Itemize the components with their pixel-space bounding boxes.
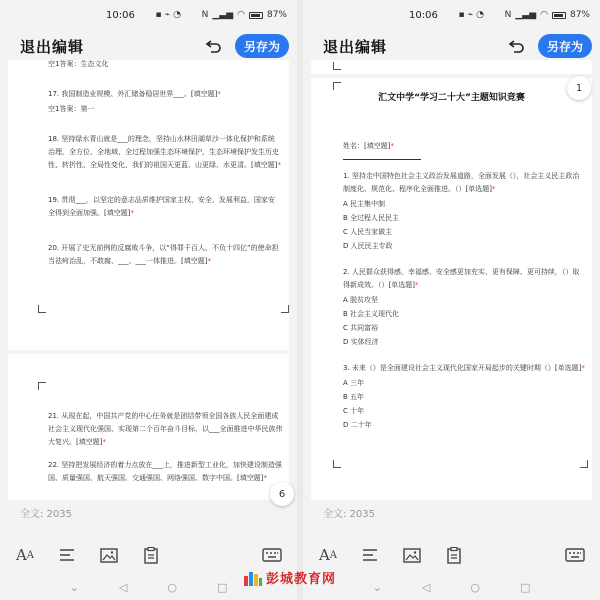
question-18-text: 18. 坚持绿水青山就是___的理念，坚持山水林田湖草沙一体化保护和系统治理，全方位、全地域、全过程加强生态环境保护，生态环境保护发生历史性、转折性、全局性变化，我们的祖国天更蓝、山更绿、水更清。[填空题] [48,135,279,169]
required-mark: * [102,438,106,446]
page-corner-mark [281,305,289,313]
name-underline [343,159,421,160]
font-size-icon[interactable]: A A [15,546,35,564]
required-mark: * [217,90,221,98]
status-system-icons [505,10,590,20]
question-17-text: 17. 我国制造业规模、外汇储备稳居世界___。[填空题] [48,90,218,98]
document-content [343,140,586,431]
nfc-icon: N [504,10,512,20]
page-corner-mark [333,460,341,468]
question-22-text: 22. 坚持把发展经济的着力点放在___上，推进新型工业化，加快建设制造强国、质量强国、航天强国、交通强国、网络强国、数字中国。[填空题] [48,461,282,482]
word-count: 全文: 2035 [323,509,375,520]
question-2-text: 2. 人民群众获得感、幸福感、安全感更加充实、更有保障、更可持续，（）取得新成效。（）[单选题] [343,268,580,289]
question-1-option: A 民主集中制 [343,200,386,208]
required-mark: * [277,161,281,169]
required-mark: * [207,257,211,265]
page-corner-mark [580,460,588,468]
notification-icon: ▪ [458,10,465,20]
status-bar [0,0,297,30]
paragraph-align-icon[interactable] [359,544,381,566]
undo-icon[interactable] [203,35,225,57]
insert-image-icon[interactable] [98,544,120,566]
question-2-option: C 共同富裕 [343,324,379,332]
status-time: 10:06 [409,9,438,21]
page-corner-mark [38,305,46,313]
battery-percent: 87% [266,10,287,20]
back-icon[interactable]: ◁ [421,580,431,594]
document-page[interactable] [311,60,592,500]
home-icon[interactable]: ○ [470,580,480,594]
paragraph-align-icon[interactable] [56,544,78,566]
question-1-text: 1. 坚持走中国特色社会主义政治发展道路，全面发展（），社会主义民主政治制度化、规范化、程序化全面推进。（）[单选题] [343,172,580,193]
question-3-option: B 五年 [343,393,365,401]
required-mark: * [130,209,134,217]
exit-edit-button[interactable]: 退出编辑 [323,37,388,56]
clipboard-icon[interactable] [140,544,162,566]
alarm-icon: ◔ [173,10,181,20]
status-app-icons [459,10,484,20]
wifi-icon: ◠ [237,10,245,20]
status-system-icons [202,10,287,20]
site-watermark [244,568,336,587]
wifi-call-icon: ⌁ [467,10,474,20]
question-19 [48,194,281,220]
signal-icon: ▁▃▅ [515,10,537,20]
save-as-button[interactable]: 另存为 [235,34,289,58]
question-17-answer: 空1答案：第一 [48,105,95,113]
phone-screen-left [0,0,297,600]
question-19-text: 19. 贯彻___，以坚定的意志品质维护国家主权、安全、发展利益，国家安全得到全面加强。[填空题] [48,196,275,217]
home-icon[interactable]: ○ [167,580,177,594]
alarm-icon: ◔ [476,10,484,20]
question-18 [48,133,281,172]
required-mark: * [491,185,496,193]
question-2-option: A 脱贫攻坚 [343,296,379,304]
keyboard-icon[interactable] [564,544,586,566]
word-count: 全文: 2035 [20,509,72,520]
battery-percent: 87% [569,10,590,20]
watermark-text: 彭城教育网 [266,572,337,587]
recents-icon[interactable]: □ [519,580,531,594]
question-3-text: 3. 未来（）是全面建设社会主义现代化国家开局起步的关键时期（）[单选题] [343,364,582,372]
question-22 [48,459,285,485]
system-navigation-bar [303,576,600,598]
question-3-option: A 三年 [343,379,365,387]
battery-icon [552,12,566,19]
insert-image-icon[interactable] [401,544,423,566]
required-mark: * [263,474,267,482]
question-21 [48,410,285,449]
watermark-logo-icon [244,570,262,586]
question-2 [343,266,586,292]
page-number-badge[interactable]: 1 [567,76,591,100]
question-3-option: C 十年 [343,407,365,415]
question-20 [48,242,281,268]
required-mark: * [581,364,585,372]
font-size-icon[interactable]: A A [318,546,338,564]
recents-icon[interactable]: □ [216,580,228,594]
hide-keyboard-icon[interactable]: ⌄ [372,580,382,594]
editor-toolbar [303,30,600,62]
question-20-text: 20. 开展了史无前例的反腐败斗争，以“得罪千百人、不负十四亿”的使命担当祛疴治乱，不敢腐、___、___一体推进。[填空题] [48,244,279,265]
back-icon[interactable]: ◁ [118,580,128,594]
prev-answer: 空1答案：生态文化 [48,60,109,68]
document-title: 汇文中学“学习二十大”主题知识竞赛 [378,93,525,103]
exit-edit-button[interactable]: 退出编辑 [20,37,85,56]
hide-keyboard-icon[interactable]: ⌄ [69,580,79,594]
page-number-badge[interactable]: 6 [270,482,294,506]
page-break [311,74,592,78]
status-app-icons [156,10,181,20]
question-2-option: B 社会主义现代化 [343,310,400,318]
notification-icon: ▪ [155,10,162,20]
undo-icon[interactable] [506,35,528,57]
document-page[interactable] [8,60,289,500]
keyboard-icon[interactable] [261,544,283,566]
required-mark: * [390,142,394,150]
question-2-option: D 实体经济 [343,338,379,346]
document-content-page2 [48,410,285,485]
format-toolbar [303,540,600,570]
question-1-option: B 全过程人民民主 [343,214,400,222]
battery-icon [249,12,263,19]
editor-toolbar [0,30,297,62]
required-mark: * [414,281,419,289]
status-time: 10:06 [106,9,135,21]
page-corner-mark [333,82,341,90]
clipboard-icon[interactable] [443,544,465,566]
save-as-button[interactable]: 另存为 [538,34,592,58]
question-3 [343,362,586,375]
question-1 [343,170,586,196]
wifi-call-icon: ⌁ [164,10,171,20]
question-3-option: D 二十年 [343,421,372,429]
page-break [8,350,289,354]
nfc-icon: N [201,10,209,20]
question-1-option: D 人民民主专政 [343,242,393,250]
signal-icon: ▁▃▅ [212,10,234,20]
name-field [343,140,586,153]
phone-screen-right [303,0,600,600]
format-toolbar [0,540,297,570]
question-1-option: C 人民当家做主 [343,228,393,236]
name-field-label: 姓名：[填空题] [343,142,391,150]
question-21-text: 21. 从现在起，中国共产党的中心任务就是团结带领全国各族人民全面建成社会主义现代化强国、实现第二个百年奋斗目标，以___全面推进中华民族伟大复兴。[填空题] [48,412,283,446]
page-corner-mark [38,382,46,390]
question-17 [48,88,281,101]
document-content [48,60,281,268]
wifi-icon: ◠ [540,10,548,20]
page-corner-mark [333,62,341,70]
status-bar [303,0,600,30]
